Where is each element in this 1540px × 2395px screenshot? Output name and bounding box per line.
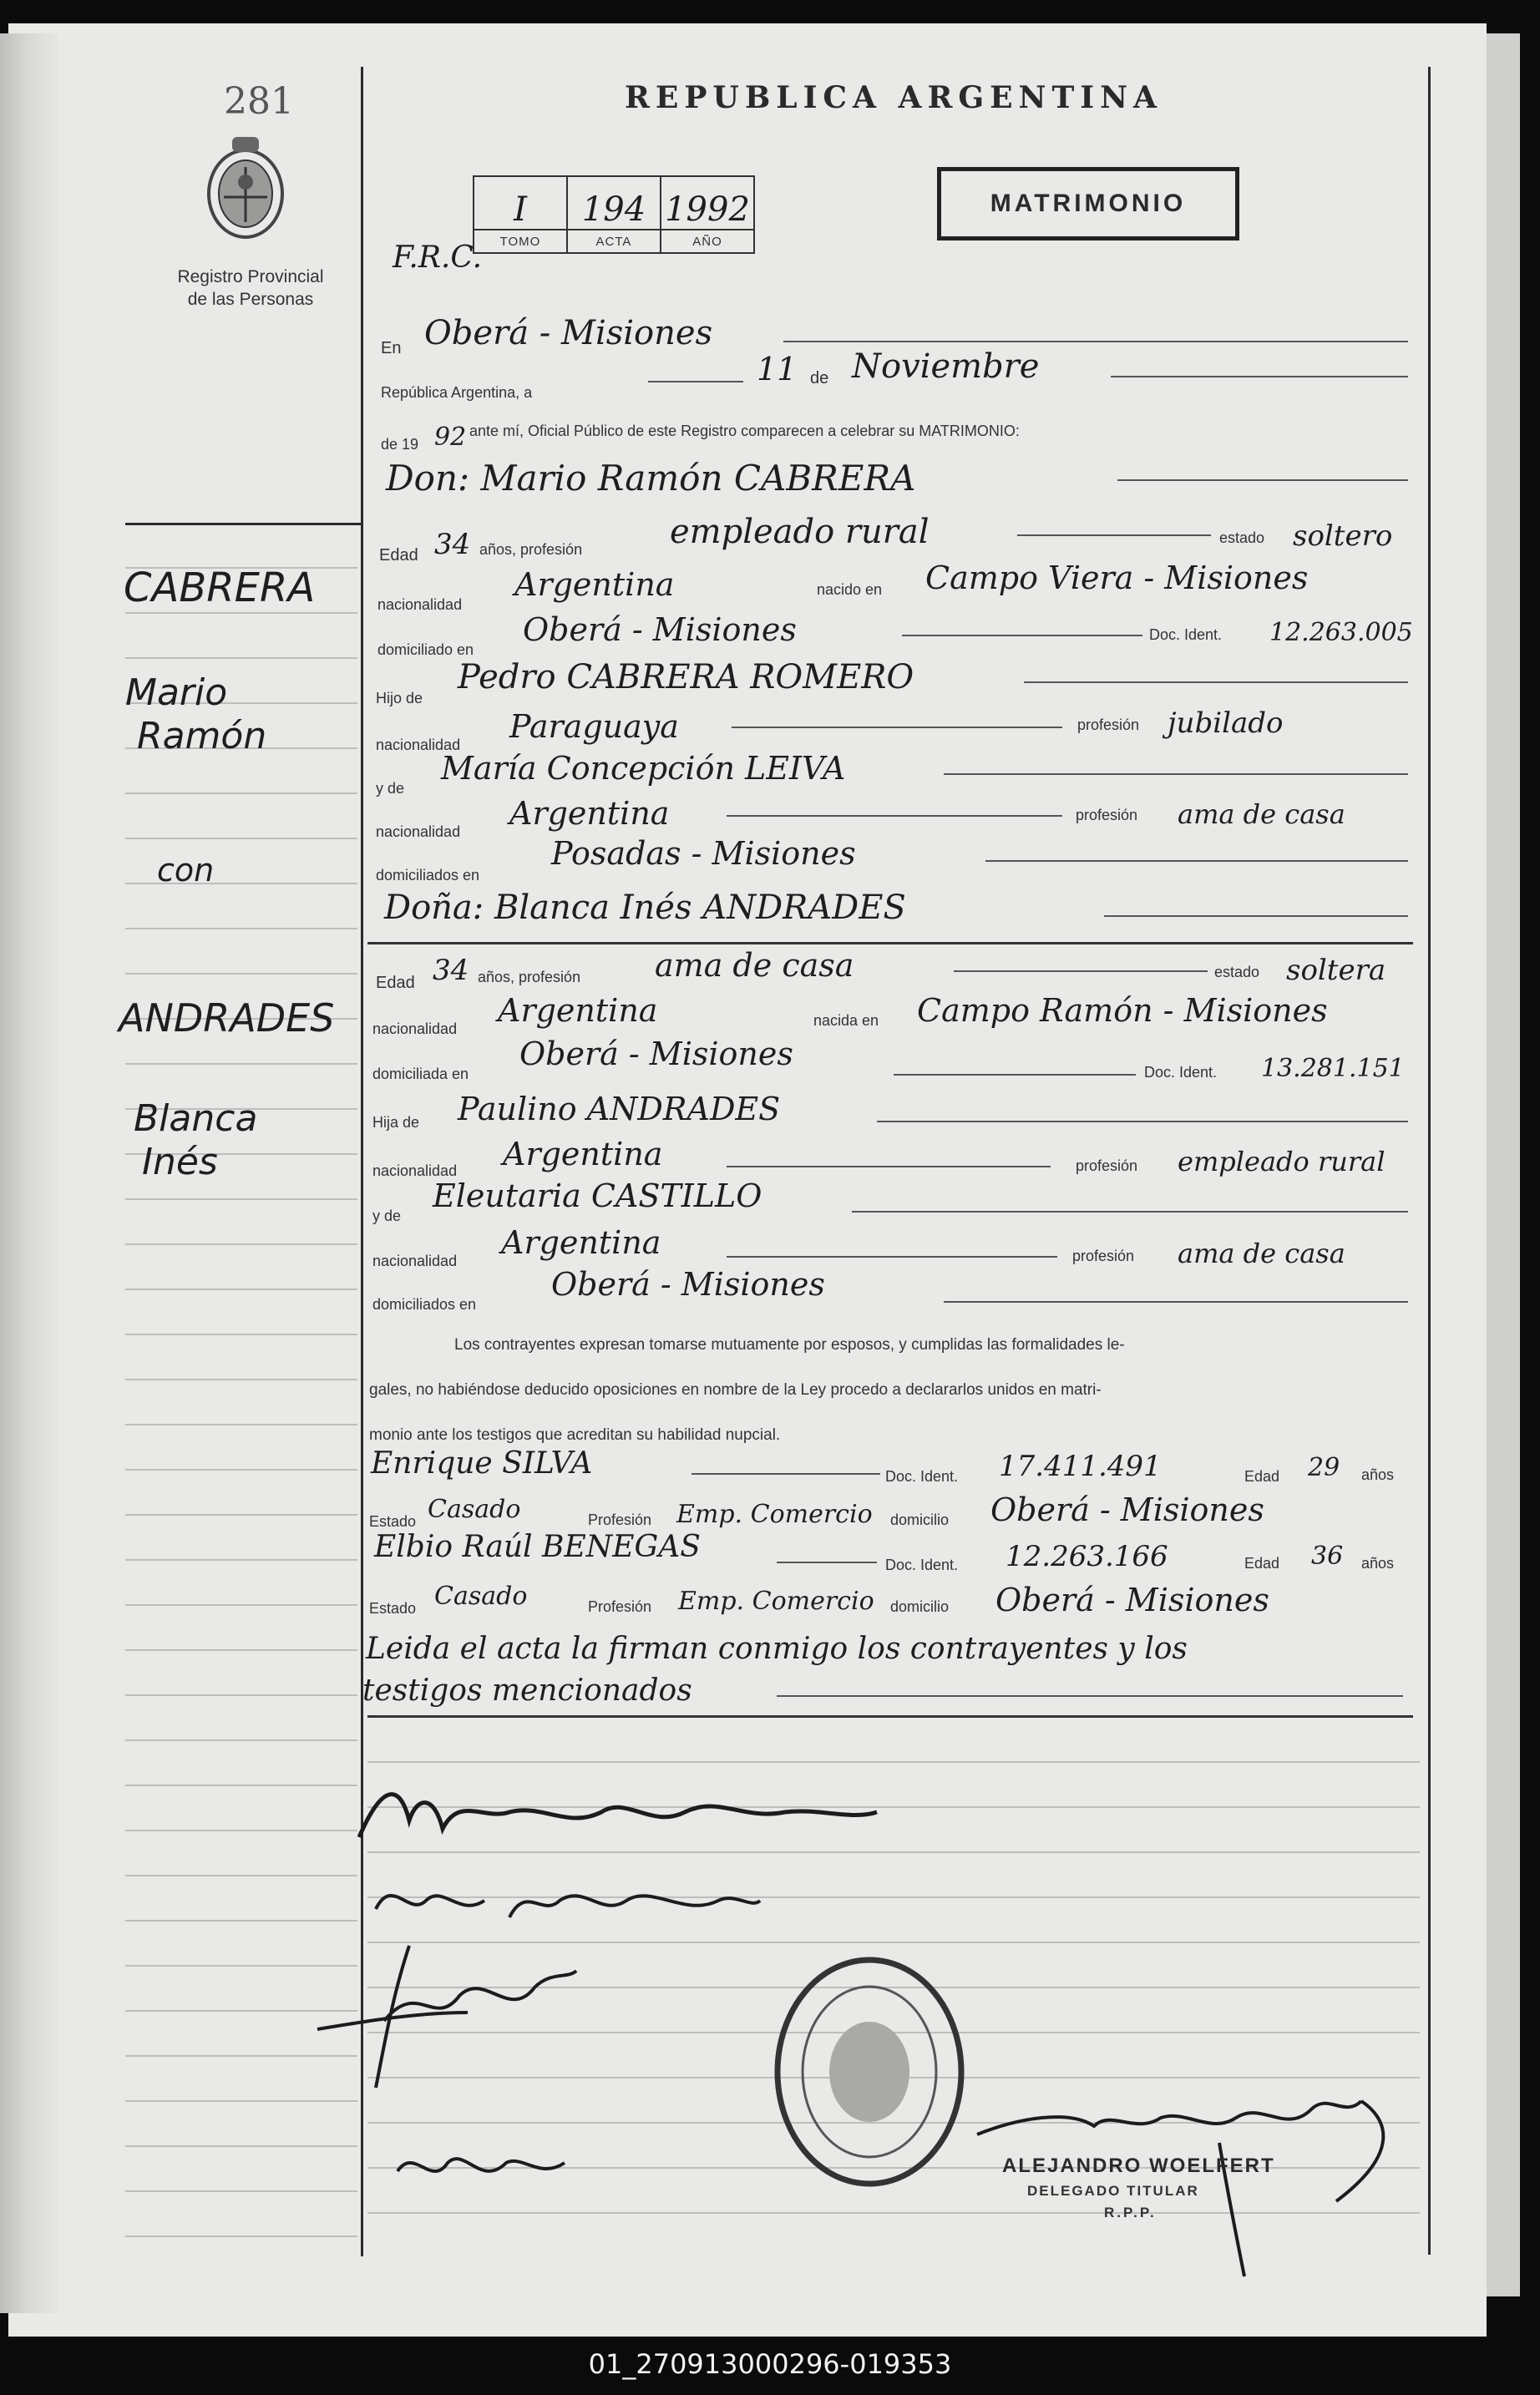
bride-father-nat-label: nacionalidad [372,1162,458,1179]
groom-nationality-label: nacionalidad [377,596,463,613]
groom-profession: empleado rural [670,513,930,551]
year-suffix: 92 [434,423,467,452]
witness1-age-label: Edad [1244,1468,1280,1485]
witness2-residence: Oberá - Misiones [995,1582,1269,1618]
witness2-years-label: años [1361,1555,1395,1572]
bride-residence-label: domiciliada en [372,1066,469,1082]
groom-father-profession: jubilado [1168,706,1284,740]
groom-mother-label: y de [376,780,405,797]
groom-residence-label: domiciliado en [377,641,474,658]
tomo-label: TOMO [474,230,567,253]
margin-connector: con [157,852,215,889]
witness1-age: 29 [1308,1453,1340,1482]
bride-father-prof-label: profesión [1076,1157,1138,1174]
witness1-doc-id: 17.411.491 [999,1450,1162,1483]
fill-line [944,1301,1408,1303]
bride-parents-res-label: domiciliados en [372,1296,477,1313]
witness2-name: Elbio Raúl BENEGAS [374,1530,701,1564]
intro-text: ante mí, Oficial Público de este Registro comparecen a celebrar su MATRIMONIO: [469,423,1020,439]
witness1-prof-label: Profesión [588,1511,652,1528]
official-stamp [765,1951,974,2193]
fill-line [727,1256,1057,1258]
bride-mother: Eleutaria CASTILLO [433,1177,762,1214]
groom-father-prof-label: profesión [1077,716,1140,733]
groom-birthplace: Campo Viera - Misiones [925,560,1309,596]
witness1-profession: Emp. Comercio [676,1500,873,1529]
fill-line [783,341,1408,342]
bride-mother-prof-label: profesión [1072,1248,1135,1264]
fill-line [727,815,1062,817]
groom-age-label: Edad [379,546,418,565]
groom-mother-nationality: Argentina [509,795,670,832]
right-border [1428,67,1431,2255]
fill-line [1017,534,1211,536]
witness2-profession: Emp. Comercio [678,1587,874,1616]
bride-status-label: estado [1214,964,1260,980]
groom-signature [351,1762,885,1854]
year-prefix: de 19 [381,436,419,453]
witness2-age-label: Edad [1244,1555,1280,1572]
bride-nationality-label: nacionalidad [372,1020,458,1037]
de-label: de [810,369,829,387]
groom-mother-profession: ama de casa [1178,798,1345,830]
act-type-box: MATRIMONIO [937,167,1239,241]
bride-mother-nationality: Argentina [501,1224,661,1261]
witness2-domicile-label: domicilio [890,1598,950,1615]
groom-years-label: años, profesión [479,541,583,558]
tomo-value: I [474,176,567,230]
bride-name: Doña: Blanca Inés ANDRADES [384,889,906,927]
bride-father-nationality: Argentina [503,1136,663,1172]
official-office: R.P.P. [1104,2205,1157,2220]
groom-nationality: Argentina [514,566,675,603]
groom-status: soltero [1293,519,1393,553]
bride-signature [367,1867,768,1934]
ceremony-month: Noviembre [852,347,1040,386]
acta-value: 194 [567,176,661,230]
bride-age-label: Edad [376,974,415,992]
groom-born-label: nacido en [817,581,883,598]
section-rule [367,942,1413,944]
declaration-line-3: monio ante los testigos que acreditan su habilidad nupcial. [369,1426,781,1444]
witness1-signature [301,1929,585,2096]
declaration-line-1: Los contrayentes expresan tomarse mutuamente por esposos, y cumplidas las formalidades le- [454,1336,1125,1354]
groom-name: Don: Mario Ramón CABRERA [386,458,916,499]
bride-parents-residence: Oberá - Misiones [551,1266,825,1303]
bride-doc-label: Doc. Ident. [1144,1064,1218,1081]
witness1-doc-label: Doc. Ident. [885,1468,959,1485]
fill-line [691,1473,880,1475]
witness1-status: Casado [428,1495,521,1524]
witness1-name: Enrique SILVA [371,1446,593,1481]
registry-line-2: de las Personas [187,290,314,309]
fill-line [894,1074,1136,1076]
groom-father: Pedro CABRERA ROMERO [458,658,914,696]
groom-doc-id: 12.263.005 [1269,618,1413,647]
registry-line-1: Registro Provincial [177,267,324,286]
bride-years-label: años, profesión [478,969,581,985]
fill-line [902,635,1142,636]
fill-line [1104,915,1408,917]
bride-residence: Oberá - Misiones [519,1035,793,1072]
ceremony-day: 11 [757,351,798,387]
book-reference-table [473,175,755,254]
groom-mother-prof-label: profesión [1076,807,1138,823]
groom-father-label: Hijo de [376,690,423,706]
margin-bride-surname: ANDRADES [119,995,335,1041]
bride-age: 34 [433,954,469,987]
frc-label: F.R.C. [393,241,483,275]
bride-father: Paulino ANDRADES [458,1091,781,1127]
groom-mother-nat-label: nacionalidad [376,823,461,840]
groom-age: 34 [434,528,471,561]
anio-label: AÑO [661,230,754,253]
registry-name [150,266,351,311]
fill-line [1117,479,1408,481]
fill-line [727,1166,1051,1167]
margin-divider [361,67,363,2256]
official-name: ALEJANDRO WOELFERT [1002,2154,1275,2177]
closing-line-2: testigos mencionados [362,1673,692,1708]
fill-line [877,1121,1408,1122]
fill-line [732,727,1062,728]
fill-line [648,381,743,382]
fill-line [777,1695,1403,1697]
bride-mother-label: y de [372,1208,402,1224]
section-rule [367,1715,1413,1718]
country-title: REPUBLICA ARGENTINA [625,80,1163,115]
margin-groom-given-2: Ramón [137,715,267,757]
groom-status-label: estado [1219,529,1265,546]
bride-doc-id: 13.281.151 [1261,1054,1405,1083]
bride-father-profession: empleado rural [1178,1146,1385,1177]
groom-parents-residence: Posadas - Misiones [551,835,856,872]
fill-line [777,1562,877,1563]
fill-line [985,860,1408,862]
groom-parents-res-label: domiciliados en [376,867,480,884]
fill-line [944,773,1408,775]
margin-groom-surname: CABRERA [124,565,316,611]
witness2-prof-label: Profesión [588,1598,652,1615]
witness2-doc-label: Doc. Ident. [885,1557,959,1573]
fill-line [954,970,1208,972]
groom-residence: Oberá - Misiones [523,611,797,648]
official-title: DELEGADO TITULAR [1027,2183,1199,2199]
witness1-status-label: Estado [369,1513,417,1530]
en-label: En [381,339,402,357]
fill-line [852,1211,1408,1213]
fill-line [1111,376,1408,377]
bride-mother-nat-label: nacionalidad [372,1253,458,1269]
witness1-domicile-label: domicilio [890,1511,950,1528]
bride-nationality: Argentina [498,992,658,1029]
groom-father-nationality: Paraguaya [509,708,679,745]
closing-line-1: Leida el acta la firman conmigo los contrayentes y los [366,1632,1188,1666]
bride-status: soltera [1286,954,1386,987]
bride-born-label: nacida en [813,1012,879,1029]
witness1-residence: Oberá - Misiones [990,1491,1264,1528]
groom-father-nat-label: nacionalidad [376,737,461,753]
republic-label: República Argentina, a [381,384,533,401]
bride-mother-profession: ama de casa [1178,1238,1345,1269]
anio-value: 1992 [661,176,754,230]
book-spine [0,33,58,2313]
margin-rule-top [125,523,361,525]
image-code: 01_270913000296-019353 [588,2348,952,2380]
witness2-status-label: Estado [369,1600,417,1617]
margin-groom-given-1: Mario [125,671,228,714]
groom-doc-label: Doc. Ident. [1149,626,1223,643]
margin-bride-given-1: Blanca [134,1097,258,1140]
witness2-status: Casado [434,1582,528,1611]
margin-bride-given-2: Inés [142,1141,218,1183]
fill-line [1024,681,1408,683]
bride-birthplace: Campo Ramón - Misiones [917,992,1328,1029]
coat-of-arms-seal [199,130,292,247]
page-edge [1487,33,1520,2296]
declaration-line-2: gales, no habiéndose deducido oposiciones en nombre de la Ley procedo a declararlos unidos en matri- [369,1381,1102,1399]
bride-profession: ama de casa [655,947,854,984]
groom-mother: María Concepción LEIVA [441,750,846,787]
ceremony-place: Oberá - Misiones [424,314,713,352]
witness2-age: 36 [1311,1542,1344,1571]
acta-label: ACTA [567,230,661,253]
witness2-doc-id: 12.263.166 [1006,1540,1168,1573]
witness1-years-label: años [1361,1466,1395,1483]
page-number: 281 [224,80,294,123]
witness2-signature [389,2138,573,2196]
bride-father-label: Hija de [372,1114,420,1131]
